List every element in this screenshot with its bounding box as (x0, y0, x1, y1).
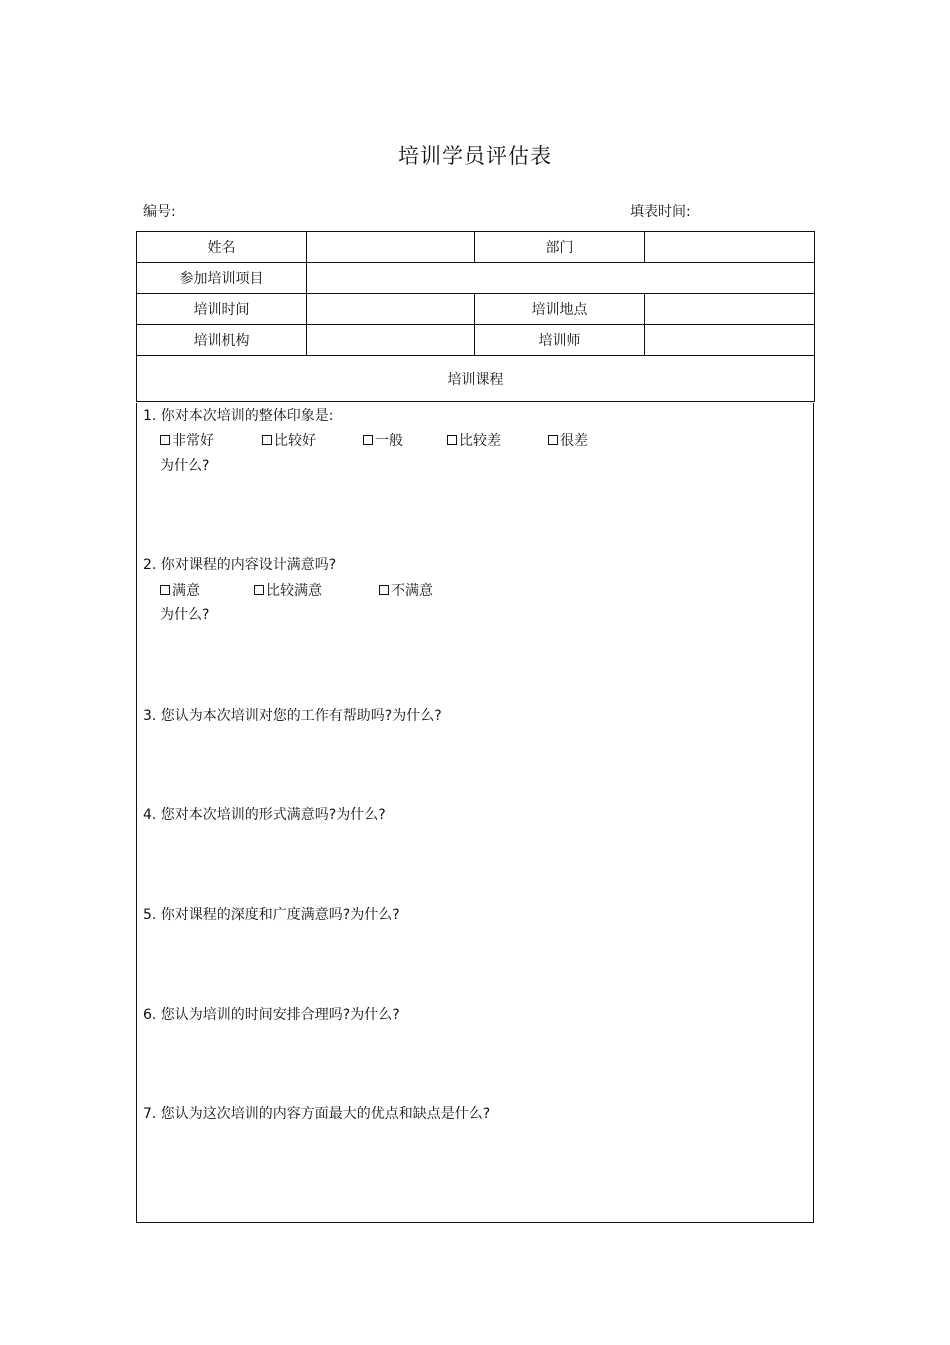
option-good[interactable]: 比较好 (262, 430, 316, 450)
checkbox-icon (379, 585, 389, 595)
checkbox-icon (254, 585, 264, 595)
time-field[interactable] (307, 294, 475, 325)
checkbox-icon (363, 435, 373, 445)
time-label: 培训时间 (137, 294, 307, 325)
project-field[interactable] (307, 263, 815, 294)
dept-field[interactable] (645, 232, 815, 263)
table-row (137, 356, 815, 402)
questions-box (136, 403, 814, 1223)
option-fairly-satisfied[interactable]: 比较满意 (254, 580, 322, 600)
table-row (137, 294, 815, 325)
org-field[interactable] (307, 325, 475, 356)
option-poor[interactable]: 比较差 (447, 430, 501, 450)
name-label: 姓名 (137, 232, 307, 263)
teacher-label: 培训师 (475, 325, 645, 356)
checkbox-icon (548, 435, 558, 445)
checkbox-icon (160, 585, 170, 595)
table-row (137, 232, 815, 263)
table-row (137, 325, 815, 356)
place-field[interactable] (645, 294, 815, 325)
option-unsatisfied[interactable]: 不满意 (379, 580, 433, 600)
question-5: 5. 你对课程的深度和广度满意吗?为什么? (143, 907, 400, 923)
why-label: 为什么? (160, 458, 210, 474)
course-header: 培训课程 (137, 356, 815, 402)
fill-date-label: 填表时间: (630, 204, 691, 220)
name-field[interactable] (307, 232, 475, 263)
question-4: 4. 您对本次培训的形式满意吗?为什么? (143, 807, 386, 823)
project-label: 参加培训项目 (137, 263, 307, 294)
question-2: 2. 你对课程的内容设计满意吗? (143, 557, 337, 573)
why-label: 为什么? (160, 607, 210, 623)
checkbox-icon (262, 435, 272, 445)
checkbox-icon (447, 435, 457, 445)
org-label: 培训机构 (137, 325, 307, 356)
info-table (136, 231, 815, 402)
question-7: 7. 您认为这次培训的内容方面最大的优点和缺点是什么? (143, 1106, 491, 1122)
number-label: 编号: (143, 204, 176, 220)
question-3: 3. 您认为本次培训对您的工作有帮助吗?为什么? (143, 708, 442, 724)
teacher-field[interactable] (645, 325, 815, 356)
dept-label: 部门 (475, 232, 645, 263)
table-row (137, 263, 815, 294)
option-very-poor[interactable]: 很差 (548, 430, 588, 450)
option-very-good[interactable]: 非常好 (160, 430, 214, 450)
question-6: 6. 您认为培训的时间安排合理吗?为什么? (143, 1007, 400, 1023)
option-satisfied[interactable]: 满意 (160, 580, 200, 600)
option-average[interactable]: 一般 (363, 430, 403, 450)
checkbox-icon (160, 435, 170, 445)
page-title: 培训学员评估表 (398, 144, 552, 168)
place-label: 培训地点 (475, 294, 645, 325)
question-1: 1. 你对本次培训的整体印象是: (143, 408, 334, 424)
